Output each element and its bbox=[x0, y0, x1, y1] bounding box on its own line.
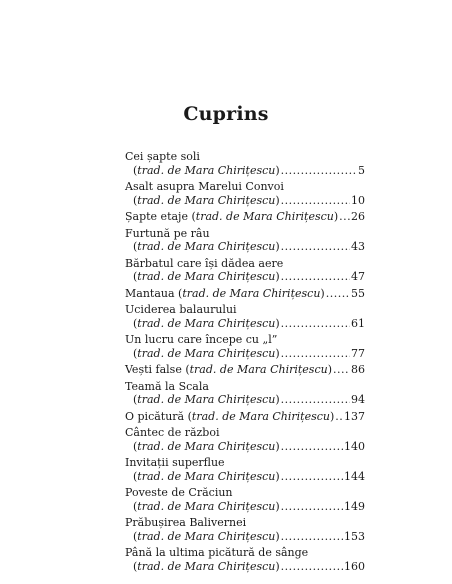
toc-leader-dots bbox=[281, 560, 343, 574]
toc-leader-dots bbox=[335, 410, 343, 424]
table-of-contents bbox=[125, 150, 365, 576]
toc-translator: (trad. de Mara Chirițescu) bbox=[178, 286, 325, 300]
toc-entry-title: Cântec de război bbox=[125, 426, 220, 439]
toc-entry bbox=[125, 363, 365, 377]
toc-entry bbox=[125, 426, 365, 453]
toc-page-number: 77 bbox=[351, 346, 365, 360]
toc-entry-title: Invitații superflue bbox=[125, 456, 225, 469]
toc-entry-title: Uciderea balaurului bbox=[125, 303, 237, 316]
toc-entry bbox=[125, 380, 365, 407]
toc-leader-dots bbox=[281, 317, 350, 331]
toc-entry bbox=[125, 150, 365, 177]
toc-entry bbox=[125, 546, 365, 573]
toc-translator: (trad. de Mara Chirițescu) bbox=[133, 346, 280, 360]
toc-entry-title: Teamă la Scala bbox=[125, 379, 209, 393]
toc-entry-title: Mantaua bbox=[125, 286, 175, 300]
toc-page-number: 10 bbox=[351, 193, 365, 207]
toc-entry-title: Vești false bbox=[125, 363, 182, 376]
toc-translator: (trad. de Mara Chirițescu) bbox=[133, 163, 280, 177]
toc-entry bbox=[125, 333, 365, 360]
toc-page-number: 86 bbox=[351, 363, 365, 376]
toc-page-number: 94 bbox=[351, 393, 365, 406]
toc-entry-title: Un lucru care începe cu „l” bbox=[125, 333, 278, 346]
toc-translator: (trad. de Mara Chirițescu) bbox=[133, 469, 280, 483]
toc-page-number: 61 bbox=[351, 316, 365, 330]
toc-entry bbox=[125, 287, 365, 301]
toc-translator: (trad. de Mara Chirițescu) bbox=[133, 240, 280, 253]
toc-leader-dots bbox=[281, 393, 350, 407]
toc-entry-title: Prăbușirea Balivernei bbox=[125, 516, 247, 529]
toc-entry bbox=[125, 410, 365, 424]
toc-entry bbox=[125, 180, 365, 207]
toc-page-number: 26 bbox=[351, 210, 365, 223]
toc-translator: (trad. de Mara Chirițescu) bbox=[133, 193, 280, 207]
toc-entry-title: Bărbatul care își dădea aere bbox=[125, 256, 284, 270]
toc-entry-title: Furtună pe râu bbox=[125, 226, 210, 240]
toc-translator: (trad. de Mara Chirițescu) bbox=[133, 499, 280, 513]
toc-entry-title: Poveste de Crăciun bbox=[125, 486, 233, 499]
toc-entry bbox=[125, 486, 365, 513]
toc-leader-dots bbox=[339, 210, 350, 224]
toc-entry bbox=[125, 456, 365, 483]
toc-entry bbox=[125, 227, 365, 254]
toc-translator: (trad. de Mara Chirițescu) bbox=[133, 559, 280, 573]
toc-translator: (trad. de Mara Chirițescu) bbox=[133, 270, 280, 283]
toc-leader-dots bbox=[281, 240, 350, 254]
page-title: Cuprins bbox=[183, 103, 269, 125]
toc-page-number: 149 bbox=[344, 499, 365, 513]
toc-leader-dots bbox=[281, 270, 350, 284]
toc-translator: (trad. de Mara Chirițescu) bbox=[133, 439, 280, 453]
toc-page-number: 47 bbox=[351, 270, 365, 283]
toc-translator: (trad. de Mara Chirițescu) bbox=[185, 363, 332, 376]
toc-leader-dots bbox=[333, 363, 350, 377]
toc-leader-dots bbox=[281, 530, 343, 544]
toc-translator: (trad. de Mara Chirițescu) bbox=[133, 529, 280, 543]
toc-leader-dots bbox=[281, 164, 357, 178]
toc-entry bbox=[125, 303, 365, 330]
toc-entry-title: Cei șapte soli bbox=[125, 150, 200, 163]
toc-page-number: 137 bbox=[344, 409, 365, 423]
toc-leader-dots bbox=[281, 500, 343, 514]
toc-entry bbox=[125, 257, 365, 284]
toc-entry-title: Până la ultima picătură de sânge bbox=[125, 546, 309, 559]
toc-translator: (trad. de Mara Chirițescu) bbox=[191, 210, 339, 223]
toc-leader-dots bbox=[281, 440, 343, 454]
toc-page-number: 55 bbox=[351, 286, 365, 300]
toc-page-number: 153 bbox=[344, 529, 365, 543]
toc-page-number: 43 bbox=[351, 240, 365, 253]
toc-translator: (trad. de Mara Chirițescu) bbox=[133, 316, 280, 330]
toc-translator: (trad. de Mara Chirițescu) bbox=[187, 409, 335, 423]
toc-entry bbox=[125, 516, 365, 543]
toc-translator: (trad. de Mara Chirițescu) bbox=[133, 393, 280, 406]
toc-page-number: 144 bbox=[344, 469, 365, 483]
toc-entry-title: Șapte etaje bbox=[125, 210, 188, 223]
toc-entry-title: O picătură bbox=[125, 409, 185, 423]
toc-leader-dots bbox=[281, 470, 343, 484]
toc-leader-dots bbox=[281, 194, 350, 208]
toc-entry-title: Asalt asupra Marelui Convoi bbox=[125, 180, 284, 193]
toc-leader-dots bbox=[281, 347, 350, 361]
toc-leader-dots bbox=[326, 287, 350, 301]
toc-page-number: 160 bbox=[344, 559, 365, 573]
toc-entry bbox=[125, 210, 365, 224]
toc-page-number: 140 bbox=[344, 439, 365, 453]
toc-page-number: 5 bbox=[358, 163, 365, 177]
